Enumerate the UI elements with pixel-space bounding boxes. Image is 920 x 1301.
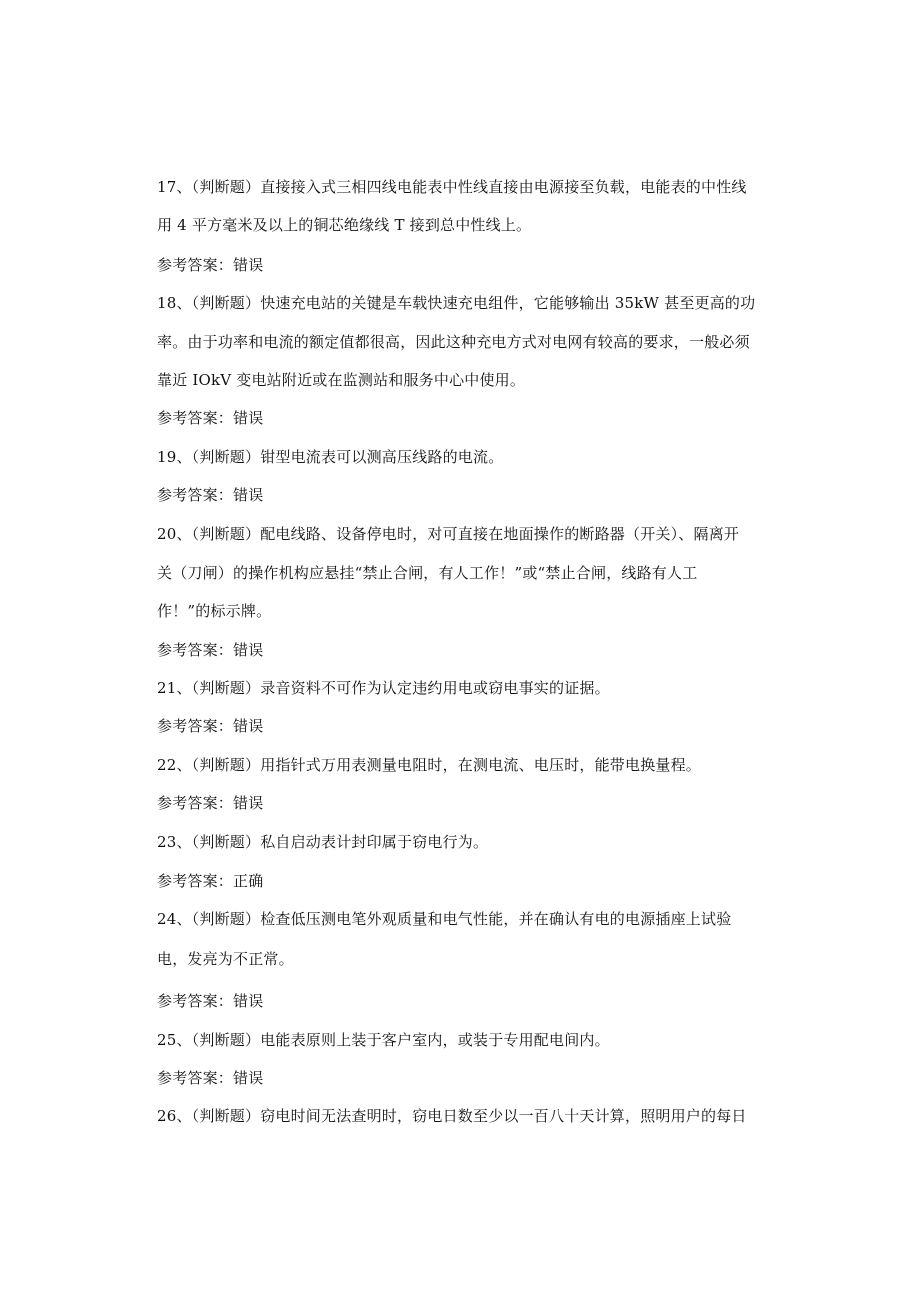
answer-20: 参考答案：错误 (157, 641, 264, 659)
answer-24: 参考答案：错误 (157, 992, 264, 1010)
question-25-line-1: 25、（判断题）电能表原则上装于客户室内，或装于专用配电间内。 (157, 1031, 610, 1049)
answer-19: 参考答案：错误 (157, 486, 264, 504)
question-24-line-2: 电，发亮为不正常。 (157, 950, 294, 968)
answer-22: 参考答案：错误 (157, 794, 264, 812)
question-19-line-1: 19、（判断题）钳型电流表可以测高压线路的电流。 (157, 448, 504, 466)
question-21-line-1: 21、（判断题）录音资料不可作为认定违约用电或窃电事实的证据。 (157, 679, 610, 697)
question-17-line-2: 用 4 平方毫米及以上的铜芯绝缘线 T 接到总中性线上。 (157, 216, 532, 234)
answer-18: 参考答案：错误 (157, 409, 264, 427)
answer-25: 参考答案：错误 (157, 1069, 264, 1087)
question-18-line-2: 率。由于功率和电流的额定值都很高，因此这种充电方式对电网有较高的要求，一般必须 (157, 333, 750, 351)
answer-17: 参考答案：错误 (157, 256, 264, 274)
question-23-line-1: 23、（判断题）私自启动表计封印属于窃电行为。 (157, 833, 489, 851)
question-18-line-3: 靠近 IOkV 变电站附近或在监测站和服务中心中使用。 (157, 371, 526, 389)
question-20-line-1: 20、（判断题）配电线路、设备停电时，对可直接在地面操作的断路器（开关）、隔离开 (157, 525, 740, 543)
question-22-line-1: 22、（判断题）用指针式万用表测量电阻时，在测电流、电压时，能带电换量程。 (157, 756, 701, 774)
answer-21: 参考答案：错误 (157, 717, 264, 735)
question-17-line-1: 17、（判断题）直接接入式三相四线电能表中性线直接由电源接至负载，电能表的中性线 (157, 178, 747, 196)
question-18-line-1: 18、（判断题）快速充电站的关键是车载快速充电组件，它能够输出 35kW 甚至更高的功 (157, 294, 756, 312)
question-20-line-2: 关（刀闸）的操作机构应悬挂“禁止合闸，有人工作！”或“禁止合闸，线路有人工 (157, 564, 698, 582)
question-20-line-3: 作！”的标示牌。 (157, 602, 272, 620)
answer-23: 参考答案：正确 (157, 872, 264, 890)
question-24-line-1: 24、（判断题）检查低压测电笔外观质量和电气性能，并在确认有电的电源插座上试验 (157, 910, 732, 928)
question-26-line-1: 26、（判断题）窃电时间无法查明时，窃电日数至少以一百八十天计算，照明用户的每日 (157, 1107, 747, 1125)
